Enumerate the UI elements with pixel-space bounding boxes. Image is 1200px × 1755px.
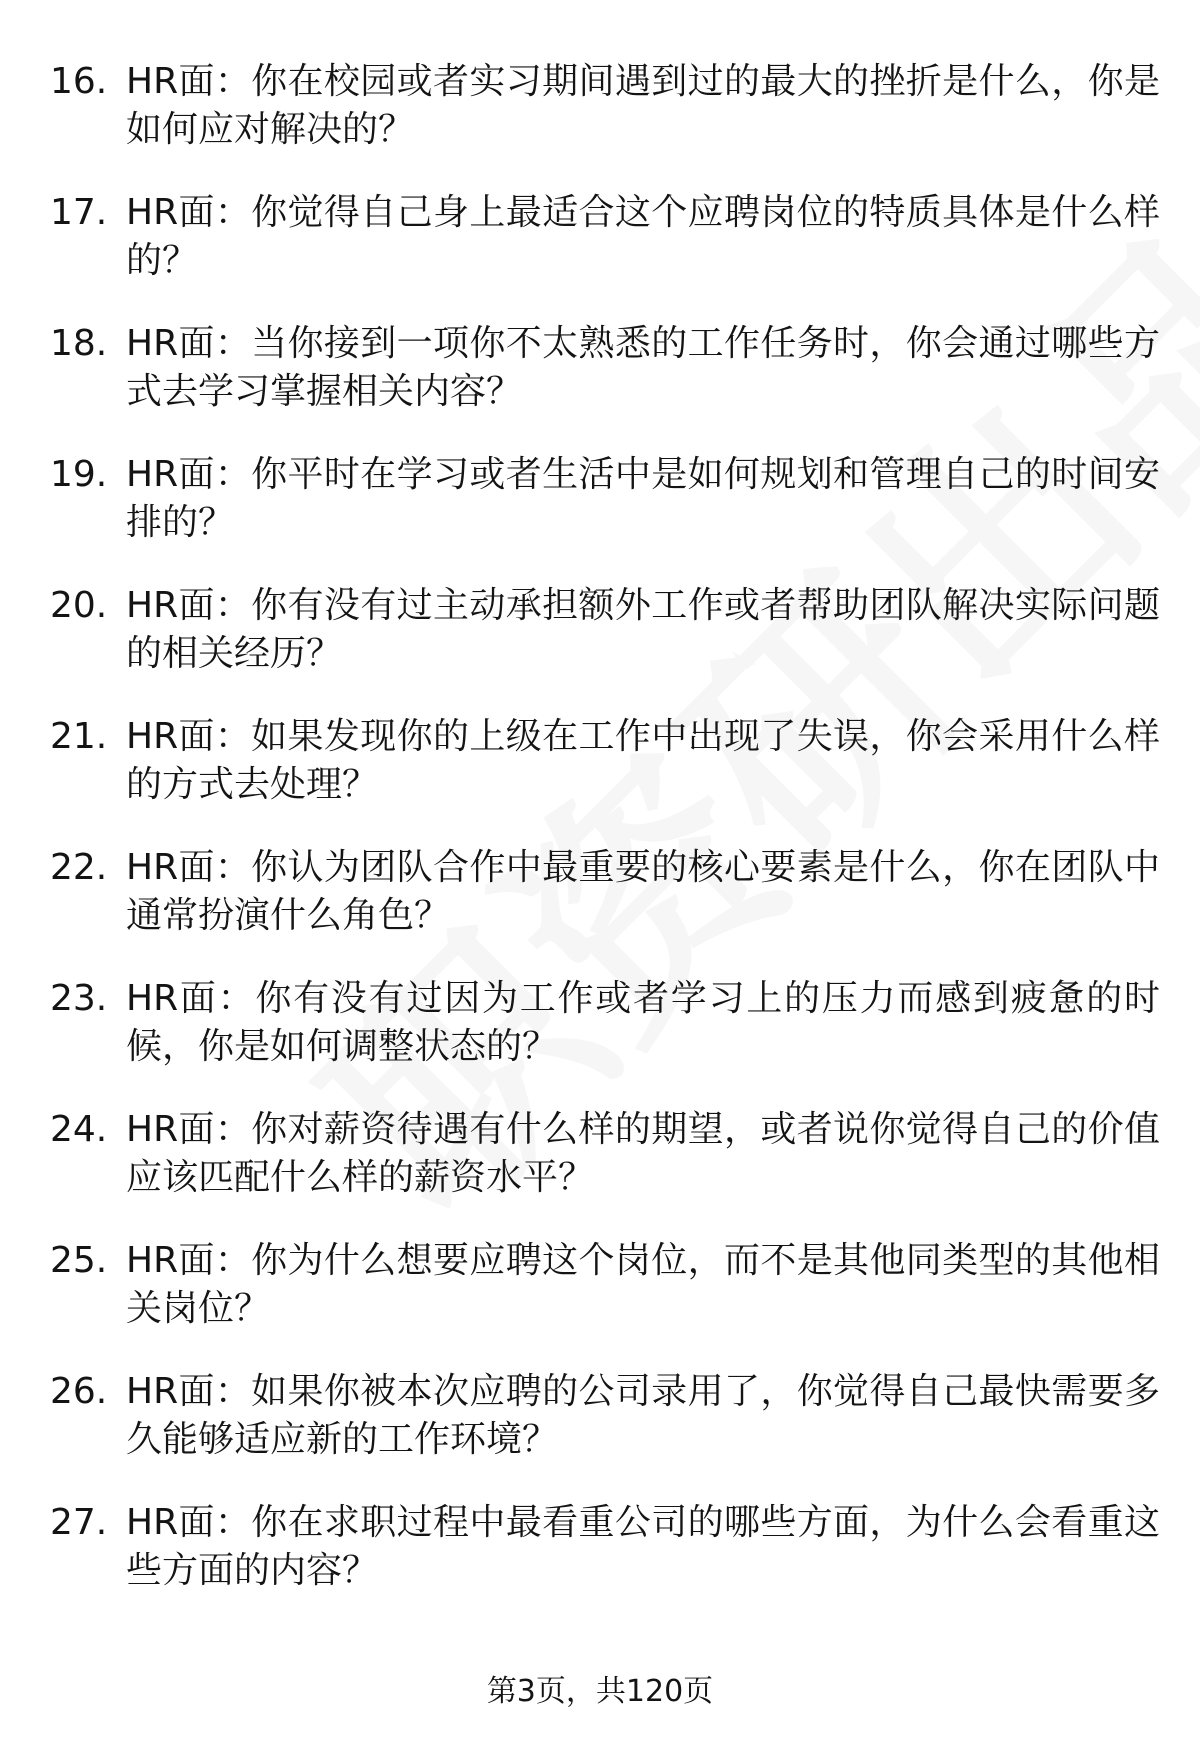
question-number: 20.	[50, 585, 108, 626]
question-number: 17.	[50, 192, 108, 233]
question-text: HR面：你觉得自己身上最适合这个应聘岗位的特质具体是什么样的？	[126, 192, 1160, 281]
question-number: 26.	[50, 1371, 108, 1412]
question-item	[50, 1106, 1160, 1237]
question-number: 22.	[50, 847, 108, 888]
question-number: 23.	[50, 978, 108, 1019]
question-item	[50, 320, 1160, 451]
page-footer: 第3页，共120页	[486, 1674, 714, 1709]
question-item	[50, 844, 1160, 975]
question-text: HR面：你在求职过程中最看重公司的哪些方面，为什么会看重这些方面的内容？	[126, 1502, 1160, 1591]
question-text: HR面：你有没有过主动承担额外工作或者帮助团队解决实际问题的相关经历？	[126, 585, 1160, 674]
question-number: 19.	[50, 454, 108, 495]
question-number: 18.	[50, 323, 108, 364]
question-item	[50, 582, 1160, 713]
question-item	[50, 975, 1160, 1106]
question-number: 27.	[50, 1502, 108, 1543]
question-item	[50, 451, 1160, 582]
question-item	[50, 189, 1160, 320]
question-text: HR面：你有没有过因为工作或者学习上的压力而感到疲惫的时候，你是如何调整状态的？	[126, 978, 1160, 1067]
question-item	[50, 1368, 1160, 1499]
question-item	[50, 1499, 1160, 1630]
question-list	[50, 58, 1160, 1630]
question-number: 25.	[50, 1240, 108, 1281]
question-text: HR面：如果你被本次应聘的公司录用了，你觉得自己最快需要多久能够适应新的工作环境？	[126, 1371, 1160, 1460]
question-item	[50, 1237, 1160, 1368]
question-number: 21.	[50, 716, 108, 757]
question-text: HR面：你在校园或者实习期间遇到过的最大的挫折是什么，你是如何应对解决的？	[126, 61, 1160, 150]
question-text: HR面：你认为团队合作中最重要的核心要素是什么，你在团队中通常扮演什么角色？	[126, 847, 1160, 936]
question-number: 16.	[50, 61, 108, 102]
question-text: HR面：如果发现你的上级在工作中出现了失误，你会采用什么样的方式去处理？	[126, 716, 1160, 805]
question-text: HR面：你平时在学习或者生活中是如何规划和管理自己的时间安排的？	[126, 454, 1160, 543]
question-text: HR面：你对薪资待遇有什么样的期望，或者说你觉得自己的价值应该匹配什么样的薪资水平？	[126, 1109, 1160, 1198]
question-text: HR面：你为什么想要应聘这个岗位，而不是其他同类型的其他相关岗位？	[126, 1240, 1160, 1329]
question-text: HR面：当你接到一项你不太熟悉的工作任务时，你会通过哪些方式去学习掌握相关内容？	[126, 323, 1160, 412]
question-item	[50, 58, 1160, 189]
question-item	[50, 713, 1160, 844]
question-number: 24.	[50, 1109, 108, 1150]
